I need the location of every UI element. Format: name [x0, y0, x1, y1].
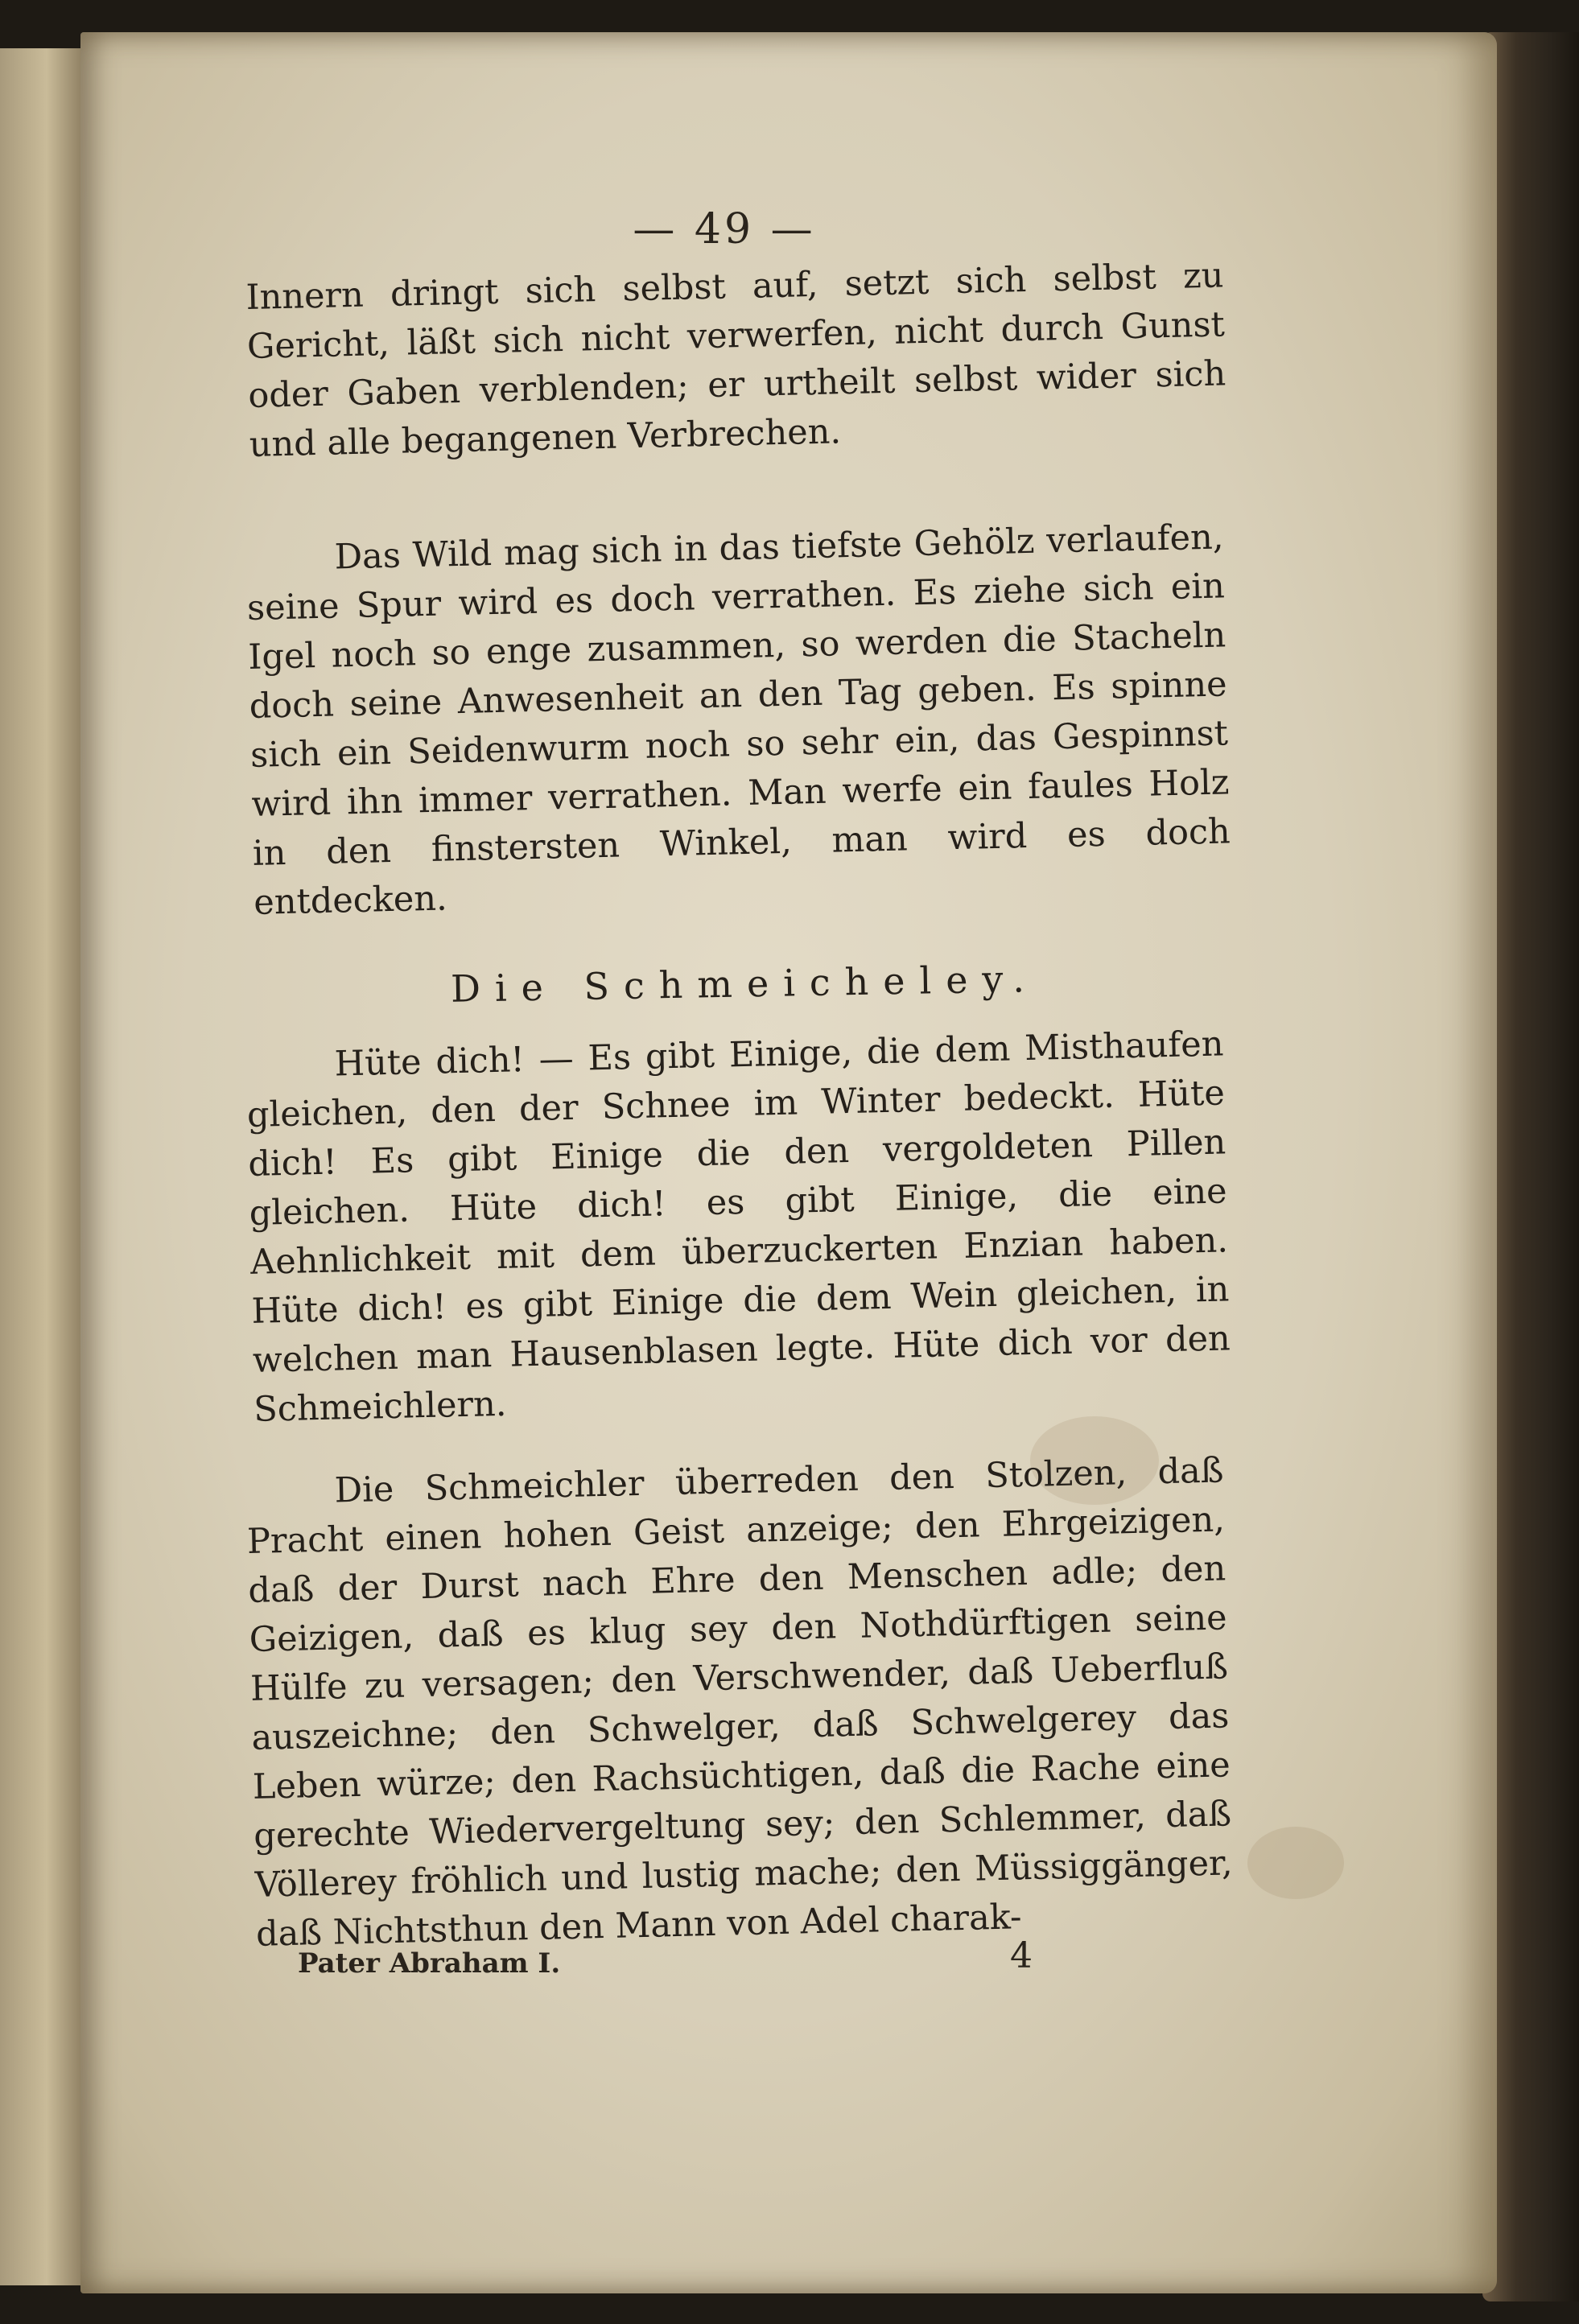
section-title: Die Schmeicheley.	[450, 957, 1040, 1011]
paragraph-wild: Das Wild mag sich in das tiefste Gehölz verlaufen, seine Spur wird es doch verrathen. Es ziehe sich ein Igel noch so enge zusammen, so werden die Stacheln doch seine Anwesenheit an den Tag geben. Es spinne sich ein Seidenwurm noch so sehr ein, das Gespinnst wird ihn immer verrathen. Man werfe ein faules Holz in den finstersten Winkel, man wird es doch entdecken.	[246, 517, 1231, 923]
book-cover-edge	[1482, 32, 1579, 2301]
paragraph-hute-dich: Hüte dich! — Es gibt Einige, die dem Misthaufen gleichen, den der Schnee im Winter bedeckt. Hüte dich! Es gibt Einige die den vergoldeten Pillen gleichen. Hüte dich! es gibt Einige, die eine Aehnlichkeit mit dem überzuckerten Enzian haben. Hüte dich! es gibt Einige die dem Wein gleichen, in welchen man Hausenblasen legte. Hüte dich vor den Schmeichlern.	[246, 1024, 1231, 1430]
footer-sheet-number: 4	[1010, 1935, 1033, 1976]
paragraph-continuation: Innern dringt sich selbst auf, setzt sich selbst zu Gericht, läßt sich nicht verwerfen, nicht durch Gunst oder Gaben verblenden; er urtheilt selbst wider sich und alle begangenen Verbrechen.	[245, 255, 1227, 465]
footer-signature: Pater Abraham I.	[298, 1947, 561, 1980]
page-number-header: — 49 —	[633, 205, 816, 253]
paragraph-schmeichler: Die Schmeichler überreden den Stolzen, daß Pracht einen hohen Geist anzeige; den Ehrgeizigen, daß der Durst nach Ehre den Menschen adle; den Geizigen, daß es klug sey den Nothdürftigen seine Hülfe zu versagen; den Verschwender, daß Ueberfluß auszeichne; den Schwelger, daß Schwelgerey das Leben würze; den Rachsüchtigen, daß die Rache eine gerechte Wiedervergeltung sey; den Schlemmer, daß Völlerey fröhlich und lustig mache; den Müssiggänger, daß Nichtsthun den Mann von Adel charak-	[246, 1450, 1234, 1955]
paper-stain	[1247, 1827, 1344, 1899]
left-page-edge	[0, 48, 85, 2285]
